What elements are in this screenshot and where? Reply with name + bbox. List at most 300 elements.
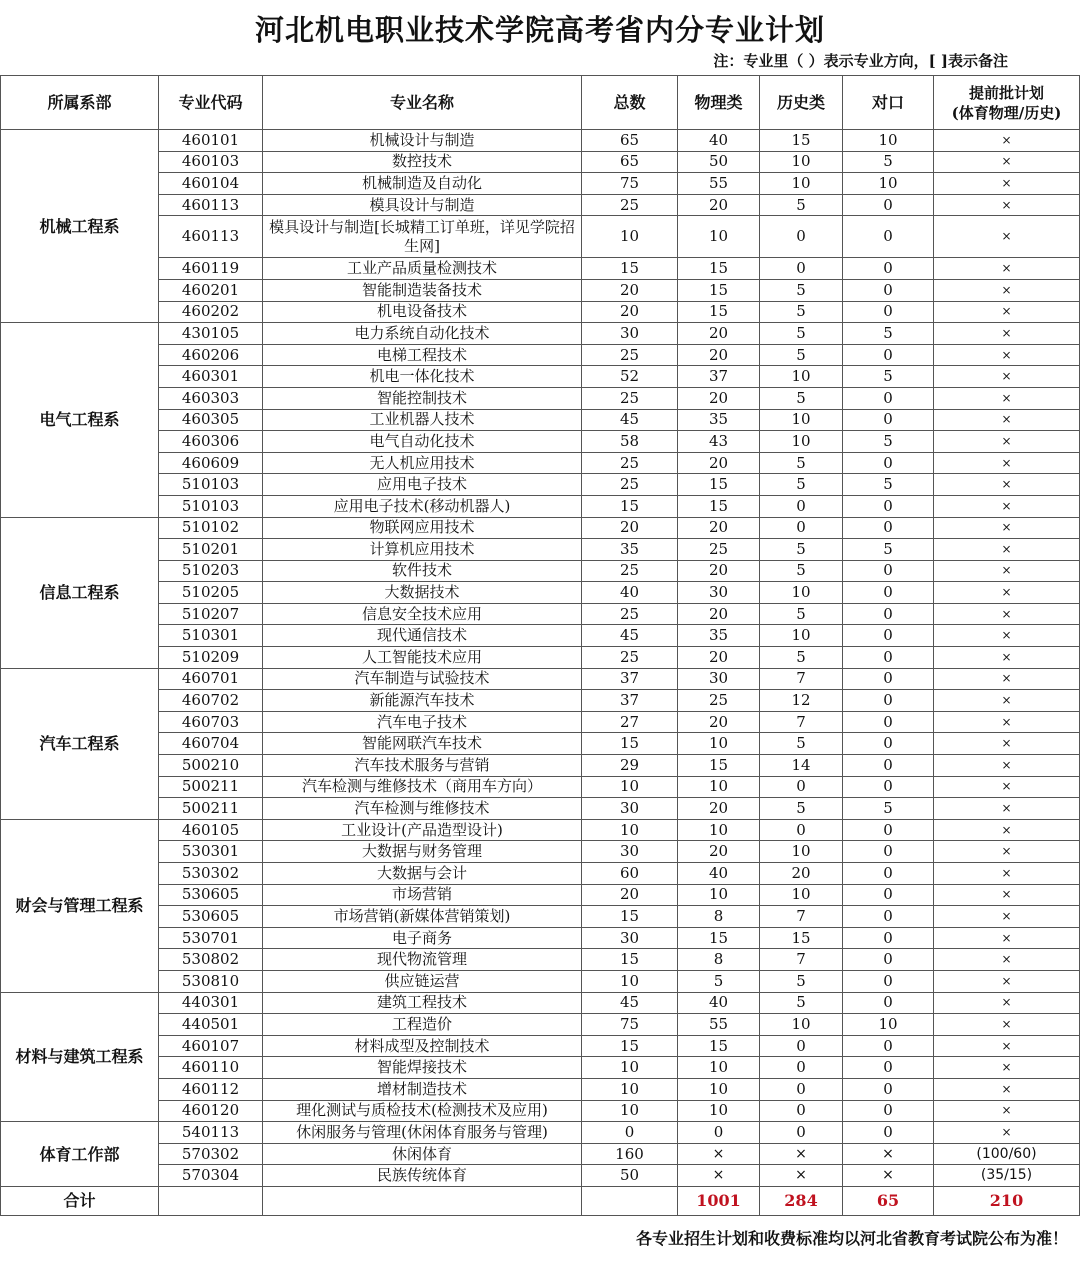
physics-cell: 20 xyxy=(678,323,760,345)
advance-cell: × xyxy=(934,409,1080,431)
advance-cell: × xyxy=(934,1035,1080,1057)
duikou-cell: 0 xyxy=(843,258,934,280)
history-cell: 5 xyxy=(760,603,843,625)
advance-cell: × xyxy=(934,279,1080,301)
history-cell: 5 xyxy=(760,301,843,323)
name-cell: 模具设计与制造[长城精工订单班，详见学院招生网] xyxy=(263,216,582,258)
total-empty-code xyxy=(159,1186,263,1215)
table-row xyxy=(1,301,1080,323)
duikou-cell: 5 xyxy=(843,151,934,173)
physics-cell: 25 xyxy=(678,539,760,561)
history-cell: 5 xyxy=(760,323,843,345)
duikou-cell: 0 xyxy=(843,216,934,258)
code-cell: 530301 xyxy=(159,841,263,863)
advance-cell: × xyxy=(934,1100,1080,1122)
history-cell: 5 xyxy=(760,474,843,496)
name-cell: 软件技术 xyxy=(263,560,582,582)
name-cell: 计算机应用技术 xyxy=(263,539,582,561)
physics-cell: 20 xyxy=(678,387,760,409)
total-cell: 45 xyxy=(582,625,678,647)
name-cell: 汽车制造与试验技术 xyxy=(263,668,582,690)
advance-cell: × xyxy=(934,690,1080,712)
duikou-cell: 5 xyxy=(843,539,934,561)
duikou-cell: 0 xyxy=(843,884,934,906)
advance-cell: × xyxy=(934,841,1080,863)
name-cell: 大数据与会计 xyxy=(263,863,582,885)
advance-cell: × xyxy=(934,387,1080,409)
physics-cell: 10 xyxy=(678,1100,760,1122)
duikou-cell: 0 xyxy=(843,819,934,841)
history-cell: 10 xyxy=(760,173,843,195)
duikou-cell: 5 xyxy=(843,798,934,820)
history-cell: 10 xyxy=(760,625,843,647)
table-row xyxy=(1,151,1080,173)
header-row xyxy=(1,76,1080,130)
total-cell: 15 xyxy=(582,733,678,755)
history-cell: 15 xyxy=(760,130,843,152)
table-row xyxy=(1,216,1080,258)
code-cell: 460702 xyxy=(159,690,263,712)
total-cell: 15 xyxy=(582,949,678,971)
code-cell: 460101 xyxy=(159,130,263,152)
table-row xyxy=(1,474,1080,496)
physics-cell: 20 xyxy=(678,517,760,539)
name-cell: 汽车检测与维修技术（商用车方向） xyxy=(263,776,582,798)
dept-cell: 电气工程系 xyxy=(1,323,159,517)
table-row xyxy=(1,431,1080,453)
duikou-cell: 0 xyxy=(843,1078,934,1100)
total-cell: 45 xyxy=(582,409,678,431)
physics-cell: 20 xyxy=(678,841,760,863)
total-duikou: 65 xyxy=(843,1186,934,1215)
total-cell: 58 xyxy=(582,431,678,453)
physics-cell: 25 xyxy=(678,690,760,712)
code-cell: 510205 xyxy=(159,582,263,604)
physics-cell: 15 xyxy=(678,258,760,280)
name-cell: 无人机应用技术 xyxy=(263,452,582,474)
history-cell: 15 xyxy=(760,927,843,949)
name-cell: 现代物流管理 xyxy=(263,949,582,971)
name-cell: 理化测试与质检技术(检测技术及应用) xyxy=(263,1100,582,1122)
table-row xyxy=(1,344,1080,366)
advance-cell: × xyxy=(934,819,1080,841)
duikou-cell: 10 xyxy=(843,130,934,152)
table-row xyxy=(1,1078,1080,1100)
duikou-cell: 0 xyxy=(843,387,934,409)
name-cell: 智能网联汽车技术 xyxy=(263,733,582,755)
table-row xyxy=(1,863,1080,885)
code-cell: 440501 xyxy=(159,1014,263,1036)
duikou-cell: × xyxy=(843,1165,934,1187)
total-cell: 10 xyxy=(582,819,678,841)
code-cell: 530802 xyxy=(159,949,263,971)
advance-cell: × xyxy=(934,647,1080,669)
history-cell: 10 xyxy=(760,884,843,906)
history-cell: 5 xyxy=(760,647,843,669)
dept-cell: 机械工程系 xyxy=(1,130,159,323)
total-cell: 10 xyxy=(582,1057,678,1079)
total-cell: 20 xyxy=(582,884,678,906)
duikou-cell: 0 xyxy=(843,863,934,885)
advance-cell: × xyxy=(934,625,1080,647)
total-history: 284 xyxy=(760,1186,843,1215)
code-cell: 460306 xyxy=(159,431,263,453)
table-row xyxy=(1,819,1080,841)
history-cell: 5 xyxy=(760,387,843,409)
history-cell: 0 xyxy=(760,1035,843,1057)
code-cell: 460120 xyxy=(159,1100,263,1122)
total-cell: 25 xyxy=(582,194,678,216)
physics-cell: 55 xyxy=(678,173,760,195)
code-cell: 460305 xyxy=(159,409,263,431)
name-cell: 汽车电子技术 xyxy=(263,711,582,733)
enrollment-plan-table xyxy=(0,75,1080,1216)
total-cell: 27 xyxy=(582,711,678,733)
history-cell: 0 xyxy=(760,1057,843,1079)
name-cell: 休闲服务与管理(休闲体育服务与管理) xyxy=(263,1122,582,1144)
physics-cell: 8 xyxy=(678,949,760,971)
total-cell: 25 xyxy=(582,603,678,625)
name-cell: 市场营销(新媒体营销策划) xyxy=(263,906,582,928)
duikou-cell: 0 xyxy=(843,647,934,669)
history-cell: 5 xyxy=(760,992,843,1014)
table-row xyxy=(1,841,1080,863)
name-cell: 电子商务 xyxy=(263,927,582,949)
table-row xyxy=(1,625,1080,647)
advance-cell: × xyxy=(934,474,1080,496)
table-row xyxy=(1,711,1080,733)
advance-cell: × xyxy=(934,582,1080,604)
advance-cell: × xyxy=(934,776,1080,798)
total-cell: 15 xyxy=(582,495,678,517)
table-row xyxy=(1,495,1080,517)
legend-note: 注：专业里（ ）表示专业方向，[ ]表示备注 xyxy=(713,52,1008,70)
table-row xyxy=(1,366,1080,388)
total-cell: 25 xyxy=(582,344,678,366)
header-code: 专业代码 xyxy=(159,76,263,130)
table-row xyxy=(1,884,1080,906)
advance-cell: (100/60) xyxy=(934,1143,1080,1165)
duikou-cell: 0 xyxy=(843,344,934,366)
dept-cell: 信息工程系 xyxy=(1,517,159,668)
table-row xyxy=(1,1057,1080,1079)
table-row xyxy=(1,647,1080,669)
code-cell: 510209 xyxy=(159,647,263,669)
footer-disclaimer: 各专业招生计划和收费标准均以河北省教育考试院公布为准！ xyxy=(635,1229,1068,1248)
duikou-cell: 0 xyxy=(843,711,934,733)
table-body xyxy=(1,130,1080,1187)
duikou-cell: 5 xyxy=(843,366,934,388)
code-cell: 500211 xyxy=(159,776,263,798)
total-cell: 65 xyxy=(582,130,678,152)
advance-cell: (35/15) xyxy=(934,1165,1080,1187)
code-cell: 460112 xyxy=(159,1078,263,1100)
code-cell: 460701 xyxy=(159,668,263,690)
physics-cell: 20 xyxy=(678,452,760,474)
total-cell: 15 xyxy=(582,906,678,928)
name-cell: 智能制造装备技术 xyxy=(263,279,582,301)
header-total: 总数 xyxy=(582,76,678,130)
name-cell: 工业机器人技术 xyxy=(263,409,582,431)
advance-cell: × xyxy=(934,1057,1080,1079)
name-cell: 增材制造技术 xyxy=(263,1078,582,1100)
code-cell: 510203 xyxy=(159,560,263,582)
duikou-cell: 0 xyxy=(843,301,934,323)
total-cell: 30 xyxy=(582,927,678,949)
total-cell: 37 xyxy=(582,668,678,690)
code-cell: 530605 xyxy=(159,906,263,928)
code-cell: 460609 xyxy=(159,452,263,474)
name-cell: 新能源汽车技术 xyxy=(263,690,582,712)
physics-cell: 40 xyxy=(678,992,760,1014)
code-cell: 460113 xyxy=(159,216,263,258)
dept-cell: 材料与建筑工程系 xyxy=(1,992,159,1122)
history-cell: 7 xyxy=(760,711,843,733)
history-cell: 7 xyxy=(760,668,843,690)
header-advance xyxy=(934,76,1080,130)
code-cell: 460119 xyxy=(159,258,263,280)
total-cell: 30 xyxy=(582,798,678,820)
table-row xyxy=(1,517,1080,539)
page-title: 河北机电职业技术学院高考省内分专业计划 xyxy=(254,13,825,47)
total-cell: 35 xyxy=(582,539,678,561)
total-cell: 25 xyxy=(582,474,678,496)
advance-cell: × xyxy=(934,366,1080,388)
advance-cell: × xyxy=(934,863,1080,885)
total-cell: 10 xyxy=(582,1078,678,1100)
advance-cell: × xyxy=(934,539,1080,561)
duikou-cell: 0 xyxy=(843,776,934,798)
history-cell: 7 xyxy=(760,906,843,928)
name-cell: 建筑工程技术 xyxy=(263,992,582,1014)
history-cell: 5 xyxy=(760,970,843,992)
table-row xyxy=(1,387,1080,409)
name-cell: 民族传统体育 xyxy=(263,1165,582,1187)
code-cell: 500211 xyxy=(159,798,263,820)
physics-cell: 20 xyxy=(678,603,760,625)
code-cell: 530810 xyxy=(159,970,263,992)
total-cell: 50 xyxy=(582,1165,678,1187)
physics-cell: 40 xyxy=(678,863,760,885)
total-cell: 10 xyxy=(582,776,678,798)
table-row xyxy=(1,690,1080,712)
code-cell: 460206 xyxy=(159,344,263,366)
duikou-cell: 0 xyxy=(843,1035,934,1057)
physics-cell: 35 xyxy=(678,409,760,431)
total-cell: 20 xyxy=(582,279,678,301)
advance-cell: × xyxy=(934,733,1080,755)
advance-cell: × xyxy=(934,173,1080,195)
total-label: 合计 xyxy=(1,1186,159,1215)
advance-cell: × xyxy=(934,711,1080,733)
physics-cell: 15 xyxy=(678,301,760,323)
duikou-cell: 0 xyxy=(843,992,934,1014)
duikou-cell: 0 xyxy=(843,668,934,690)
name-cell: 智能焊接技术 xyxy=(263,1057,582,1079)
advance-cell: × xyxy=(934,1078,1080,1100)
code-cell: 460110 xyxy=(159,1057,263,1079)
total-cell: 10 xyxy=(582,1100,678,1122)
duikou-cell: 0 xyxy=(843,582,934,604)
code-cell: 460103 xyxy=(159,151,263,173)
physics-cell: 10 xyxy=(678,819,760,841)
history-cell: 0 xyxy=(760,1078,843,1100)
physics-cell: 5 xyxy=(678,970,760,992)
advance-cell: × xyxy=(934,216,1080,258)
total-cell: 20 xyxy=(582,301,678,323)
physics-cell: 15 xyxy=(678,279,760,301)
total-row xyxy=(1,1186,1080,1215)
dept-cell: 体育工作部 xyxy=(1,1122,159,1187)
total-cell: 45 xyxy=(582,992,678,1014)
advance-cell: × xyxy=(934,495,1080,517)
physics-cell: 8 xyxy=(678,906,760,928)
header-advance-line2: (体育物理/历史) xyxy=(951,103,1062,122)
total-cell: 25 xyxy=(582,452,678,474)
total-cell: 37 xyxy=(582,690,678,712)
total-cell: 10 xyxy=(582,970,678,992)
duikou-cell: 0 xyxy=(843,625,934,647)
duikou-cell: 0 xyxy=(843,1100,934,1122)
name-cell: 电气自动化技术 xyxy=(263,431,582,453)
total-empty-total xyxy=(582,1186,678,1215)
advance-cell: × xyxy=(934,194,1080,216)
total-cell: 29 xyxy=(582,755,678,777)
duikou-cell: × xyxy=(843,1143,934,1165)
duikou-cell: 0 xyxy=(843,970,934,992)
history-cell: 5 xyxy=(760,798,843,820)
name-cell: 物联网应用技术 xyxy=(263,517,582,539)
advance-cell: × xyxy=(934,1014,1080,1036)
dept-cell: 汽车工程系 xyxy=(1,668,159,819)
name-cell: 工业产品质量检测技术 xyxy=(263,258,582,280)
code-cell: 500210 xyxy=(159,755,263,777)
name-cell: 数控技术 xyxy=(263,151,582,173)
advance-cell: × xyxy=(934,431,1080,453)
code-cell: 460303 xyxy=(159,387,263,409)
name-cell: 智能控制技术 xyxy=(263,387,582,409)
physics-cell: 10 xyxy=(678,1057,760,1079)
name-cell: 机械设计与制造 xyxy=(263,130,582,152)
code-cell: 460703 xyxy=(159,711,263,733)
code-cell: 570304 xyxy=(159,1165,263,1187)
table-row xyxy=(1,906,1080,928)
physics-cell: 40 xyxy=(678,130,760,152)
table-row xyxy=(1,992,1080,1014)
table-row xyxy=(1,970,1080,992)
physics-cell: 30 xyxy=(678,668,760,690)
total-cell: 30 xyxy=(582,841,678,863)
physics-cell: × xyxy=(678,1165,760,1187)
history-cell: 10 xyxy=(760,151,843,173)
name-cell: 人工智能技术应用 xyxy=(263,647,582,669)
history-cell: 5 xyxy=(760,344,843,366)
advance-cell: × xyxy=(934,949,1080,971)
advance-cell: × xyxy=(934,970,1080,992)
name-cell: 机械制造及自动化 xyxy=(263,173,582,195)
code-cell: 570302 xyxy=(159,1143,263,1165)
physics-cell: 15 xyxy=(678,1035,760,1057)
duikou-cell: 0 xyxy=(843,841,934,863)
code-cell: 460105 xyxy=(159,819,263,841)
name-cell: 信息安全技术应用 xyxy=(263,603,582,625)
physics-cell: 55 xyxy=(678,1014,760,1036)
advance-cell: × xyxy=(934,798,1080,820)
total-cell: 25 xyxy=(582,387,678,409)
code-cell: 510102 xyxy=(159,517,263,539)
total-empty-name xyxy=(263,1186,582,1215)
table-row xyxy=(1,1035,1080,1057)
physics-cell: 15 xyxy=(678,495,760,517)
header-name: 专业名称 xyxy=(263,76,582,130)
duikou-cell: 10 xyxy=(843,173,934,195)
duikou-cell: 0 xyxy=(843,452,934,474)
physics-cell: 20 xyxy=(678,711,760,733)
name-cell: 应用电子技术(移动机器人) xyxy=(263,495,582,517)
duikou-cell: 0 xyxy=(843,906,934,928)
total-cell: 52 xyxy=(582,366,678,388)
history-cell: 5 xyxy=(760,733,843,755)
total-cell: 75 xyxy=(582,1014,678,1036)
table-row xyxy=(1,130,1080,152)
name-cell: 模具设计与制造 xyxy=(263,194,582,216)
code-cell: 530605 xyxy=(159,884,263,906)
duikou-cell: 0 xyxy=(843,495,934,517)
history-cell: 0 xyxy=(760,1100,843,1122)
total-cell: 75 xyxy=(582,173,678,195)
duikou-cell: 0 xyxy=(843,560,934,582)
duikou-cell: 5 xyxy=(843,323,934,345)
physics-cell: 10 xyxy=(678,1078,760,1100)
name-cell: 电力系统自动化技术 xyxy=(263,323,582,345)
code-cell: 530701 xyxy=(159,927,263,949)
physics-cell: 20 xyxy=(678,344,760,366)
history-cell: 10 xyxy=(760,366,843,388)
total-cell: 15 xyxy=(582,1035,678,1057)
code-cell: 460104 xyxy=(159,173,263,195)
header-duikou: 对口 xyxy=(843,76,934,130)
header-dept: 所属系部 xyxy=(1,76,159,130)
history-cell: 0 xyxy=(760,1122,843,1144)
duikou-cell: 0 xyxy=(843,279,934,301)
duikou-cell: 0 xyxy=(843,927,934,949)
advance-cell: × xyxy=(934,668,1080,690)
table-row xyxy=(1,927,1080,949)
physics-cell: 15 xyxy=(678,474,760,496)
physics-cell: 20 xyxy=(678,647,760,669)
duikou-cell: 5 xyxy=(843,474,934,496)
table-row xyxy=(1,258,1080,280)
advance-cell: × xyxy=(934,927,1080,949)
physics-cell: 10 xyxy=(678,733,760,755)
total-cell: 10 xyxy=(582,216,678,258)
history-cell: 0 xyxy=(760,258,843,280)
code-cell: 540113 xyxy=(159,1122,263,1144)
name-cell: 汽车技术服务与营销 xyxy=(263,755,582,777)
physics-cell: 37 xyxy=(678,366,760,388)
name-cell: 供应链运营 xyxy=(263,970,582,992)
table-row xyxy=(1,539,1080,561)
duikou-cell: 5 xyxy=(843,431,934,453)
name-cell: 机电一体化技术 xyxy=(263,366,582,388)
table-row xyxy=(1,603,1080,625)
history-cell: × xyxy=(760,1165,843,1187)
table-row xyxy=(1,755,1080,777)
history-cell: 0 xyxy=(760,216,843,258)
physics-cell: 35 xyxy=(678,625,760,647)
physics-cell: 15 xyxy=(678,927,760,949)
name-cell: 工业设计(产品造型设计) xyxy=(263,819,582,841)
